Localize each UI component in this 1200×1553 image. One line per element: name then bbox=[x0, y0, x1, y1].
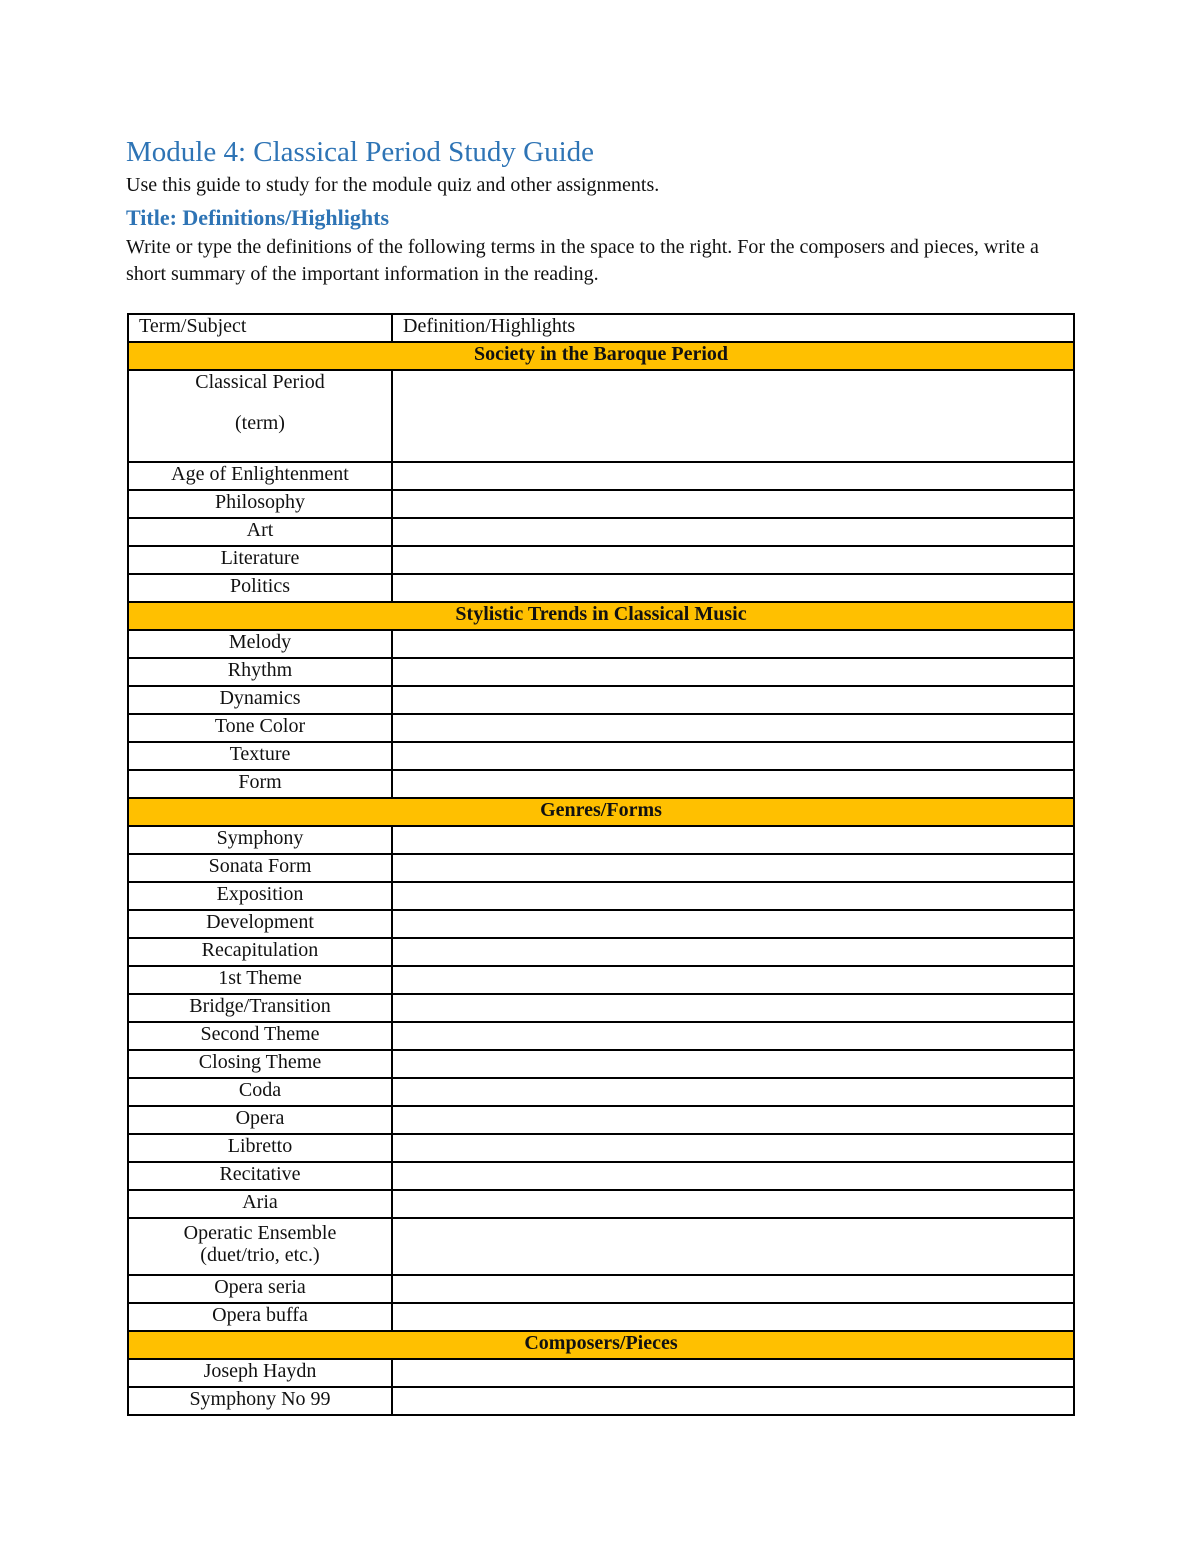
table-header-row bbox=[128, 314, 1074, 342]
term-cell: Sonata Form bbox=[128, 854, 392, 882]
table-row bbox=[128, 1218, 1074, 1275]
term-cell: Operatic Ensemble (duet/trio, etc.) bbox=[128, 1218, 392, 1275]
table-row bbox=[128, 1022, 1074, 1050]
table-row bbox=[128, 370, 1074, 462]
definition-cell[interactable] bbox=[392, 1078, 1074, 1106]
definition-cell[interactable] bbox=[392, 462, 1074, 490]
definition-cell[interactable] bbox=[392, 686, 1074, 714]
term-cell: Rhythm bbox=[128, 658, 392, 686]
term-cell: Bridge/Transition bbox=[128, 994, 392, 1022]
definition-cell[interactable] bbox=[392, 1134, 1074, 1162]
table-row bbox=[128, 1359, 1074, 1387]
table-row bbox=[128, 994, 1074, 1022]
definition-cell[interactable] bbox=[392, 770, 1074, 798]
definition-cell[interactable] bbox=[392, 370, 1074, 462]
definition-cell[interactable] bbox=[392, 1387, 1074, 1415]
instructions-text: Write or type the definitions of the following terms in the space to the right. For the composers and pieces, write a short summary of the important information in the reading. bbox=[126, 236, 1039, 285]
table-row bbox=[128, 490, 1074, 518]
table-row bbox=[128, 1050, 1074, 1078]
table-row bbox=[128, 1275, 1074, 1303]
definition-cell[interactable] bbox=[392, 574, 1074, 602]
term-cell: Opera bbox=[128, 1106, 392, 1134]
definition-cell[interactable] bbox=[392, 658, 1074, 686]
definition-cell[interactable] bbox=[392, 1303, 1074, 1331]
term-cell: Aria bbox=[128, 1190, 392, 1218]
table-row bbox=[128, 910, 1074, 938]
table-row bbox=[128, 826, 1074, 854]
term-cell: Melody bbox=[128, 630, 392, 658]
term-cell: Joseph Haydn bbox=[128, 1359, 392, 1387]
table-row bbox=[128, 1134, 1074, 1162]
table-row bbox=[128, 966, 1074, 994]
table-row bbox=[128, 1387, 1074, 1415]
term-cell: Literature bbox=[128, 546, 392, 574]
table-row bbox=[128, 658, 1074, 686]
definition-cell[interactable] bbox=[392, 742, 1074, 770]
term-cell: Second Theme bbox=[128, 1022, 392, 1050]
term-cell: Tone Color bbox=[128, 714, 392, 742]
section-banner bbox=[128, 602, 1074, 630]
definition-cell[interactable] bbox=[392, 518, 1074, 546]
section-heading-composers-pieces: Composers/Pieces bbox=[128, 1331, 1074, 1359]
term-note: (term) bbox=[235, 412, 285, 434]
section-heading-society: Society in the Baroque Period bbox=[128, 342, 1074, 370]
table-row bbox=[128, 462, 1074, 490]
term-cell: Coda bbox=[128, 1078, 392, 1106]
section-heading-genres-forms: Genres/Forms bbox=[128, 798, 1074, 826]
definition-cell[interactable] bbox=[392, 826, 1074, 854]
definition-cell[interactable] bbox=[392, 1190, 1074, 1218]
term-cell: Form bbox=[128, 770, 392, 798]
definition-cell[interactable] bbox=[392, 1022, 1074, 1050]
definition-cell[interactable] bbox=[392, 910, 1074, 938]
definition-cell[interactable] bbox=[392, 1275, 1074, 1303]
definition-cell[interactable] bbox=[392, 546, 1074, 574]
term-cell: Exposition bbox=[128, 882, 392, 910]
definition-cell[interactable] bbox=[392, 938, 1074, 966]
term-cell bbox=[128, 370, 392, 462]
study-guide-table bbox=[127, 313, 1075, 1416]
definition-cell[interactable] bbox=[392, 966, 1074, 994]
page-title: Module 4: Classical Period Study Guide bbox=[126, 136, 594, 168]
definition-cell[interactable] bbox=[392, 994, 1074, 1022]
table-row bbox=[128, 1303, 1074, 1331]
table-row bbox=[128, 714, 1074, 742]
term-cell: Politics bbox=[128, 574, 392, 602]
definition-cell[interactable] bbox=[392, 714, 1074, 742]
table-row bbox=[128, 518, 1074, 546]
definition-cell[interactable] bbox=[392, 1218, 1074, 1275]
term-cell: Opera seria bbox=[128, 1275, 392, 1303]
section-banner bbox=[128, 798, 1074, 826]
table-row bbox=[128, 938, 1074, 966]
term-cell: Closing Theme bbox=[128, 1050, 392, 1078]
section-heading: Title: Definitions/Highlights bbox=[126, 205, 390, 230]
table-row bbox=[128, 854, 1074, 882]
section-heading-stylistic-trends: Stylistic Trends in Classical Music bbox=[128, 602, 1074, 630]
term-cell: Symphony No 99 bbox=[128, 1387, 392, 1415]
definition-cell[interactable] bbox=[392, 630, 1074, 658]
table-row bbox=[128, 1106, 1074, 1134]
section-banner bbox=[128, 1331, 1074, 1359]
header-definition-highlights: Definition/Highlights bbox=[392, 314, 1074, 342]
table-row bbox=[128, 882, 1074, 910]
definition-cell[interactable] bbox=[392, 490, 1074, 518]
term-cell: Texture bbox=[128, 742, 392, 770]
table-row bbox=[128, 546, 1074, 574]
term-label: Classical Period bbox=[195, 371, 325, 393]
table-row bbox=[128, 1162, 1074, 1190]
term-cell: Opera buffa bbox=[128, 1303, 392, 1331]
term-cell: Recapitulation bbox=[128, 938, 392, 966]
table-row bbox=[128, 1078, 1074, 1106]
intro-text: Use this guide to study for the module quiz and other assignments. bbox=[126, 174, 660, 196]
term-cell: Age of Enlightenment bbox=[128, 462, 392, 490]
table-row bbox=[128, 686, 1074, 714]
definition-cell[interactable] bbox=[392, 1359, 1074, 1387]
term-cell: Symphony bbox=[128, 826, 392, 854]
table-row bbox=[128, 574, 1074, 602]
table-row bbox=[128, 770, 1074, 798]
table-row bbox=[128, 630, 1074, 658]
table-row bbox=[128, 742, 1074, 770]
section-banner bbox=[128, 342, 1074, 370]
term-cell: Philosophy bbox=[128, 490, 392, 518]
term-cell: Recitative bbox=[128, 1162, 392, 1190]
definition-cell[interactable] bbox=[392, 1050, 1074, 1078]
table-row bbox=[128, 1190, 1074, 1218]
definition-cell[interactable] bbox=[392, 882, 1074, 910]
term-cell: 1st Theme bbox=[128, 966, 392, 994]
definition-cell[interactable] bbox=[392, 854, 1074, 882]
term-cell: Dynamics bbox=[128, 686, 392, 714]
term-cell: Libretto bbox=[128, 1134, 392, 1162]
term-cell: Development bbox=[128, 910, 392, 938]
definition-cell[interactable] bbox=[392, 1162, 1074, 1190]
term-cell: Art bbox=[128, 518, 392, 546]
header-term-subject: Term/Subject bbox=[128, 314, 392, 342]
definition-cell[interactable] bbox=[392, 1106, 1074, 1134]
